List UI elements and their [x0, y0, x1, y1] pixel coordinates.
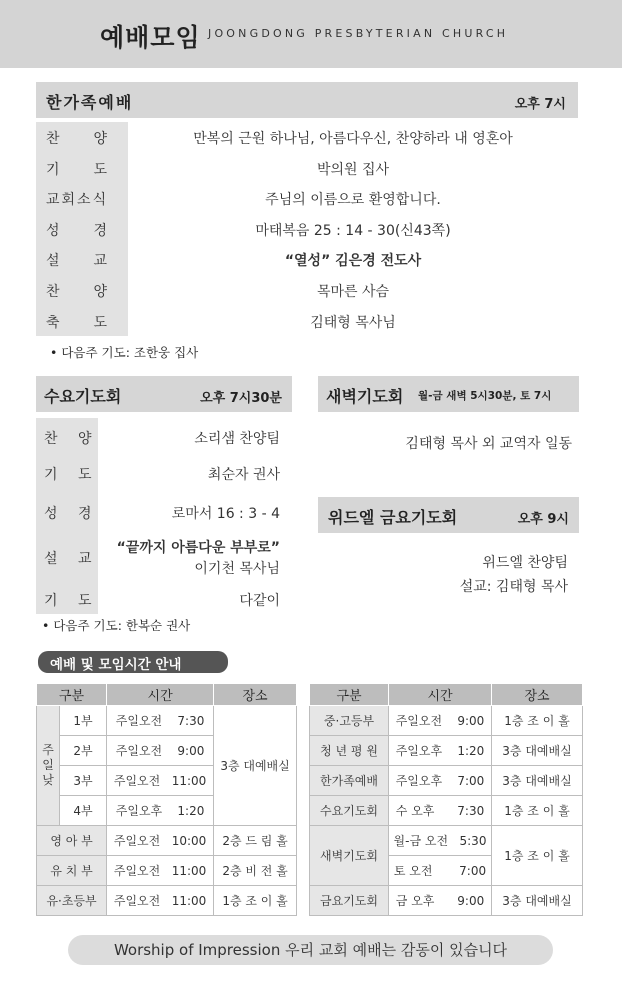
family-next-prayer: • 다음주 기도: 조한웅 집사: [50, 345, 199, 360]
dept-name: 유·초등부: [37, 886, 107, 916]
meeting-place: 1층 조 이 홀: [492, 706, 583, 736]
sunday-place: 3층 대예배실: [214, 706, 297, 826]
family-row-value: 마태복음 25 : 14 - 30(신43쪽): [255, 223, 451, 239]
footer-slogan: Worship of Impression 우리 교회 예배는 감동이 있습니다: [68, 935, 553, 965]
wednesday-row-label: 기 도: [44, 467, 100, 483]
col-place: 장소: [214, 684, 297, 706]
sunday-service-name: 3부: [60, 766, 107, 796]
sunday-service-time: 주일오전 11:00: [107, 766, 214, 796]
meeting-place: 3층 대예배실: [492, 766, 583, 796]
meeting-name: 금요기도회: [310, 886, 389, 916]
family-row-value: “열성” 김은경 전도사: [284, 253, 422, 269]
dawn-prayer-header: [318, 376, 579, 412]
family-row-value: 만복의 근원 하나님, 아름다우신, 찬양하라 내 영혼아: [193, 131, 513, 147]
meeting-place: 1층 조 이 홀: [492, 796, 583, 826]
wednesday-row-label: 성 경: [44, 506, 100, 522]
friday-prayer-header: [318, 497, 579, 533]
col-category: 구분: [310, 684, 389, 706]
wednesday-time: 오후 7시30분: [200, 391, 282, 406]
family-row-value: 박의원 집사: [316, 162, 390, 178]
meeting-name: 한가족예배: [310, 766, 389, 796]
sunday-service-time: 주일오후 1:20: [107, 796, 214, 826]
family-row-value: 김태형 목사님: [310, 315, 396, 331]
wednesday-row-label: 설 교: [44, 551, 100, 567]
wednesday-preacher: 이기천 목사님: [194, 561, 280, 577]
family-worship-time: 오후 7시: [514, 97, 566, 112]
wednesday-row-label: 기 도: [44, 593, 100, 609]
sunday-service-name: 4부: [60, 796, 107, 826]
sunday-service-time: 주일오전 9:00: [107, 736, 214, 766]
schedule-table-left: [36, 683, 297, 916]
dawn-prayer-title: 새벽기도회: [326, 387, 404, 406]
church-name: JOONGDONG PRESBYTERIAN CHURCH: [208, 27, 509, 40]
col-time: 시간: [107, 684, 214, 706]
page-title: 예배모임: [100, 23, 201, 52]
friday-prayer-time: 오후 9시: [517, 512, 569, 527]
sunday-service-name: 2부: [60, 736, 107, 766]
sunday-service-name: 1부: [60, 706, 107, 736]
schedule-title-badge: [38, 651, 228, 673]
family-row-label: 교회소식: [46, 192, 109, 208]
dept-time: 주일오전 11:00: [107, 856, 214, 886]
meeting-time: 주일오전 9:00: [389, 706, 492, 736]
meeting-time: 주일오후 1:20: [389, 736, 492, 766]
meeting-name: 중·고등부: [310, 706, 389, 736]
dawn-prayer-time: 월-금 새벽 5시30분, 토 7시: [418, 390, 552, 402]
meeting-time: 토 오전 7:00: [389, 856, 492, 886]
dept-time: 주일오전 11:00: [107, 886, 214, 916]
dept-place: 2층 비 전 홀: [214, 856, 297, 886]
meeting-time: 주일오후 7:00: [389, 766, 492, 796]
col-time: 시간: [389, 684, 492, 706]
meeting-place: 3층 대예배실: [492, 736, 583, 766]
friday-prayer-title: 위드엘 금요기도회: [328, 508, 458, 527]
family-worship-header: [36, 82, 578, 118]
meeting-place: 3층 대예배실: [492, 886, 583, 916]
wednesday-row-value: 최순자 권사: [207, 467, 280, 483]
col-place: 장소: [492, 684, 583, 706]
family-row-label: 축 도: [46, 315, 110, 331]
wednesday-row-label: 찬 양: [44, 431, 100, 447]
family-row-label: 설 교: [46, 253, 110, 269]
family-row-label: 찬 양: [46, 131, 110, 147]
dept-name: 영 아 부: [37, 826, 107, 856]
family-row-label: 찬 양: [46, 284, 110, 300]
wednesday-header: [36, 376, 292, 412]
friday-preacher: 설교: 김태형 목사: [459, 579, 568, 595]
wednesday-row-value: 다같이: [239, 593, 280, 609]
dept-name: 유 치 부: [37, 856, 107, 886]
wednesday-row-value: 소리샘 찬양팀: [194, 431, 280, 447]
wednesday-title: 수요기도회: [44, 387, 122, 406]
family-row-value: 주님의 이름으로 환영합니다.: [265, 192, 441, 208]
schedule-table-right: [309, 683, 583, 916]
schedule-title: 예배 및 모임시간 안내: [50, 657, 182, 673]
meeting-time: 금 오후 9:00: [389, 886, 492, 916]
wednesday-sermon-title: “끝까지 아름다운 부부로”: [116, 540, 280, 556]
page-header: [0, 0, 622, 68]
friday-worship-team: 위드엘 찬양팀: [482, 555, 568, 571]
dept-place: 1층 조 이 홀: [214, 886, 297, 916]
meeting-time: 수 오후 7:30: [389, 796, 492, 826]
col-category: 구분: [37, 684, 107, 706]
meeting-time: 월-금 오전 5:30: [389, 826, 492, 856]
sunday-label: 주 일 낮: [37, 706, 60, 826]
meeting-name: 청 년 평 원: [310, 736, 389, 766]
dawn-prayer-leader: 김태형 목사 외 교역자 일동: [405, 436, 572, 452]
family-worship-title: 한가족예배: [46, 93, 134, 112]
meeting-place: 1층 조 이 홀: [492, 826, 583, 886]
wednesday-next-prayer: • 다음주 기도: 한복순 권사: [42, 618, 191, 633]
family-row-label: 성 경: [46, 223, 110, 239]
sunday-service-time: 주일오전 7:30: [107, 706, 214, 736]
meeting-name: 수요기도회: [310, 796, 389, 826]
meeting-name: 새벽기도회: [310, 826, 389, 886]
wednesday-row-value: 로마서 16 : 3 - 4: [171, 506, 280, 522]
dept-place: 2층 드 림 홀: [214, 826, 297, 856]
family-row-value: 목마른 사슴: [316, 284, 390, 300]
dept-time: 주일오전 10:00: [107, 826, 214, 856]
family-row-label: 기 도: [46, 162, 110, 178]
